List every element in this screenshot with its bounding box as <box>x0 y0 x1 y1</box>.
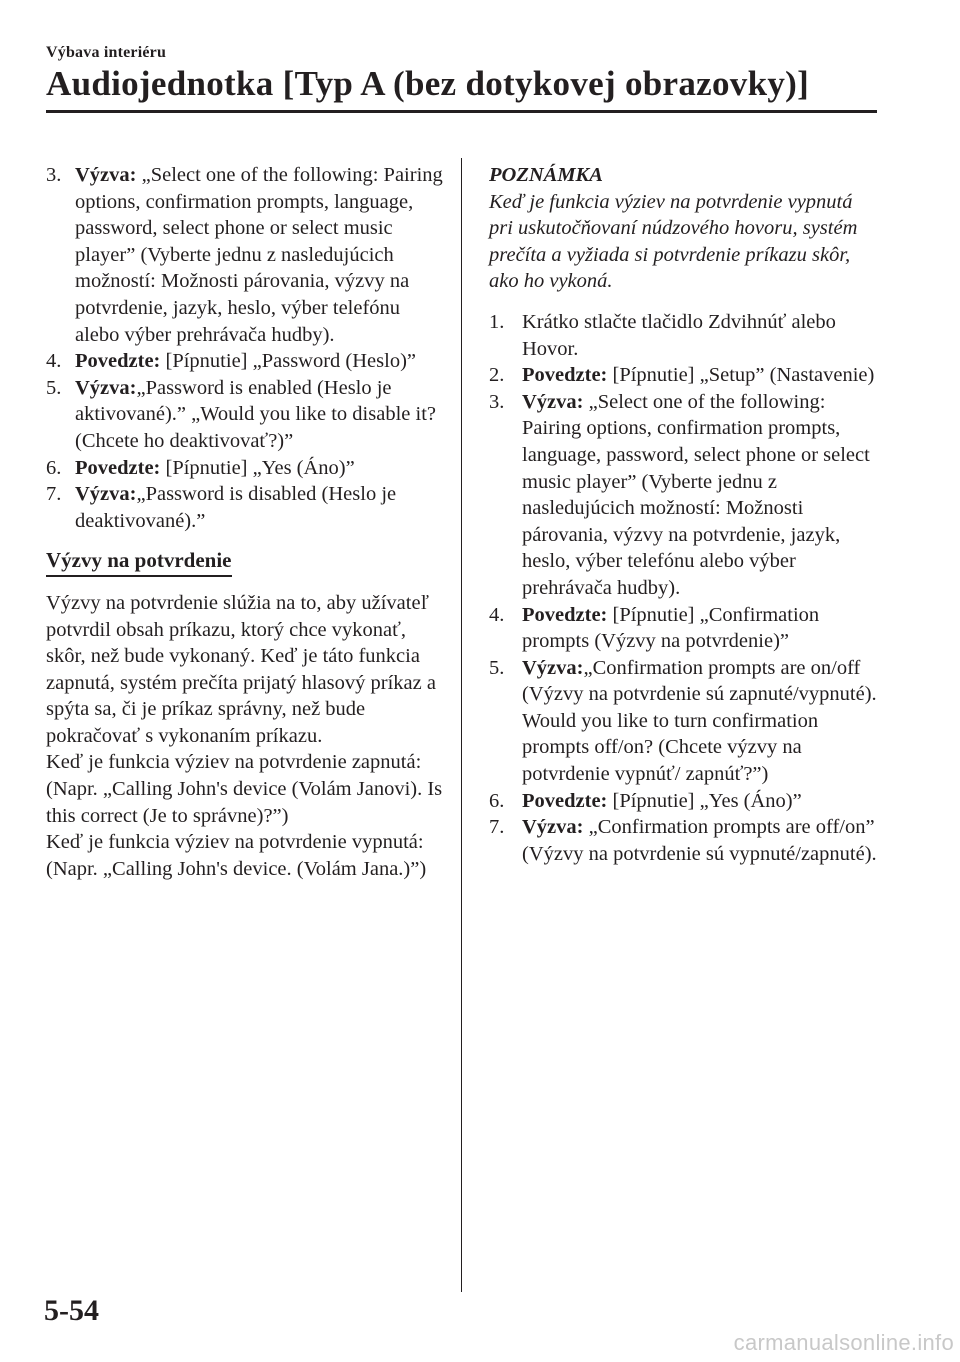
page-title: Audiojednotka [Typ A (bez dotykovej obrazovky)] <box>46 64 810 103</box>
step-number: 5. <box>46 376 62 399</box>
step-text: [Pípnutie] „Setup” (Nastavenie) <box>607 364 875 387</box>
left-step <box>46 481 446 534</box>
body-paragraph: Výzvy na potvrdenie slúžia na to, aby užívateľ potvrdil obsah príkazu, ktorý chce vykonať, skôr, než bude vykonaný. Keď je táto funkcia zapnutá, systém prečíta prijatý hlasový príkaz a spýta sa, či je príkaz správny, než bude pokračovať s vykonaním príkazu. <box>46 591 436 747</box>
right-step <box>489 362 879 389</box>
left-step <box>46 348 446 375</box>
step-label: Výzva: <box>75 376 137 399</box>
step-label: Povedzte: <box>522 789 608 812</box>
left-step <box>46 162 446 348</box>
right-step <box>489 602 879 655</box>
step-number: 2. <box>489 364 505 387</box>
step-number: 7. <box>46 483 62 506</box>
step-text: „Select one of the following: Pairing options, confirmation prompts, language, password, select phone or select music player” (Vyberte jednu z nasledujúcich možností: Možnosti párovania, výzvy na potvrdenie, jazyk, heslo, výber telefónu alebo výber prehrávača hudby). <box>75 164 443 346</box>
step-text: „Select one of the following: Pairing options, confirmation prompts, language, password, select phone or select music player” (Vyberte jednu z nasledujúcich možností: Možnosti párovania, výzvy na potvrdenie, jazyk, heslo, výber telefónu alebo výber prehrávača hudby). <box>522 390 870 599</box>
left-step <box>46 455 446 482</box>
section-label: Výbava interiéru <box>46 44 167 61</box>
step-label: Výzva: <box>522 816 584 839</box>
left-step <box>46 375 446 455</box>
watermark: carmanualsonline.info <box>733 1330 954 1355</box>
step-number: 3. <box>46 164 62 186</box>
left-column <box>46 162 446 882</box>
right-step <box>489 788 879 815</box>
step-text: [Pípnutie] „Confirmation prompts (Výzvy na potvrdenie)” <box>522 603 820 653</box>
section-heading: Výzvy na potvrdenie <box>46 547 232 577</box>
body-paragraph: Keď je funkcia výziev na potvrdenie vypnutá: <box>46 831 424 854</box>
right-step <box>489 655 879 788</box>
step-number: 4. <box>46 350 62 373</box>
title-rule <box>46 110 877 113</box>
body-paragraph: Keď je funkcia výziev na potvrdenie zapnutá: <box>46 751 422 774</box>
step-text: [Pípnutie] „Password (Heslo)” <box>160 350 417 373</box>
step-label: Výzva: <box>522 656 584 679</box>
step-text: Krátko stlačte tlačidlo Zdvihnúť alebo Hovor. <box>522 310 836 360</box>
right-step <box>489 389 879 602</box>
step-text: „Confirmation prompts are off/on” (Výzvy na potvrdenie sú vypnuté/zapnuté). <box>522 816 877 865</box>
step-text: „Password is disabled (Heslo je deaktivované).” <box>75 483 397 532</box>
step-text: [Pípnutie] „Yes (Áno)” <box>607 789 802 812</box>
step-number: 1. <box>489 310 505 333</box>
right-step <box>489 814 879 867</box>
right-column <box>489 162 879 867</box>
step-number: 3. <box>489 390 505 413</box>
step-label: Povedzte: <box>75 456 161 479</box>
step-label: Výzva: <box>75 483 137 506</box>
right-step <box>489 309 879 362</box>
step-label: Výzva: <box>75 164 137 186</box>
column-divider <box>461 158 462 1292</box>
step-text: „Confirmation prompts are on/off (Výzvy na potvrdenie sú zapnuté/vypnuté). Would you like to turn confirmation prompts off/on? (Chcete výzvy na potvrdenie vypnúť/ zapnúť?”) <box>522 656 877 786</box>
note-title: POZNÁMKA <box>489 164 603 186</box>
step-label: Povedzte: <box>522 603 608 626</box>
step-number: 6. <box>46 456 62 479</box>
step-number: 7. <box>489 816 505 839</box>
body-paragraph: (Napr. „Calling John's device. (Volám Jana.)”) <box>46 857 427 880</box>
step-text: „Password is enabled (Heslo je aktivované).” „Would you like to disable it? (Chcete ho deaktivovať?)” <box>75 376 436 452</box>
step-label: Povedzte: <box>75 350 161 373</box>
step-number: 6. <box>489 789 505 812</box>
note-text: Keď je funkcia výziev na potvrdenie vypnutá pri uskutočňovaní núdzového hovoru, systém prečíta a vyžiada si potvrdenie príkazu skôr, ako ho vykoná. <box>489 190 858 293</box>
step-label: Výzva: <box>522 390 584 413</box>
section-heading-wrap <box>46 547 446 577</box>
step-text: [Pípnutie] „Yes (Áno)” <box>160 456 355 479</box>
body-paragraph: (Napr. „Calling John's device (Volám Janovi). Is this correct (Je to správne)?”) <box>46 778 443 827</box>
step-number: 5. <box>489 656 505 679</box>
step-label: Povedzte: <box>522 364 608 387</box>
page-number: 5-54 <box>44 1294 99 1327</box>
step-number: 4. <box>489 603 505 626</box>
